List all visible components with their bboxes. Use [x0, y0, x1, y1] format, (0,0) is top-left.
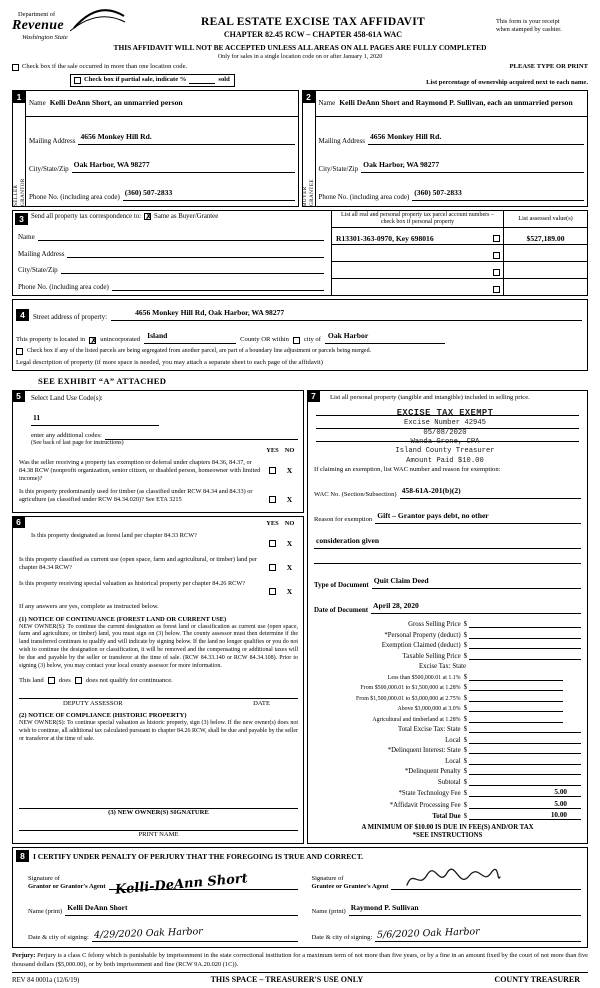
- please-type-note: PLEASE TYPE OR PRINT: [509, 63, 588, 70]
- reason-row-3: [314, 555, 581, 564]
- seller-phone-row: [26, 182, 298, 201]
- subtotal-field[interactable]: [469, 778, 581, 786]
- correspondence-city-field[interactable]: [61, 265, 324, 274]
- seller-phone-field[interactable]: (360) 507-2833: [123, 182, 295, 201]
- notice-continuance-body: NEW OWNER(S): To continue the current designation as forest land or classification as current use (open space, farm and agriculture, or timber) land, you must sign on (3) below. The county assessor must then determine if the land transferred continues to qualify and will indicate by signing below. If the land no longer qualifies or you do not wish to continue the designation or classification, it will be removed and the compensating or additional taxes will be due and payable by the seller or transferor at the time of sale. (RCW 84.33.140 or RCW 84.34.108). Prior to signing (3) below, you may contact your local county assessor for more information.: [19, 623, 298, 669]
- city-of-label: city of: [303, 335, 321, 343]
- grantor-signature-field[interactable]: [109, 864, 298, 899]
- certify-statement: I CERTIFY UNDER PENALTY OF PERJURY THAT THE FOREGOING IS TRUE AND CORRECT.: [33, 851, 364, 861]
- if-yes-note: If any answers are yes, complete as instructed below.: [19, 602, 159, 610]
- dollar-sign: $: [463, 757, 467, 765]
- buyer-mailing-label: Mailing Address: [318, 136, 365, 145]
- dollar-sign: $: [463, 694, 467, 702]
- grantee-signature-field[interactable]: [391, 864, 581, 890]
- parcel-number-value[interactable]: R13301-363-0970, Key 698016: [336, 233, 434, 243]
- parcel-row-3: [332, 262, 587, 279]
- grantee-name-row: [312, 897, 582, 916]
- seller-label: SELLER: [12, 184, 19, 206]
- see-back-note: (See back of last page for instructions): [31, 439, 124, 446]
- seller-name-value[interactable]: Kelli DeAnn Short, an unmarried person: [49, 98, 183, 108]
- grantor-agent-label: Grantor or Grantor's Agent: [28, 882, 106, 890]
- grantor-name-row: [28, 897, 298, 916]
- correspondence-name-field[interactable]: [38, 232, 324, 241]
- section-1-number: 1: [13, 91, 26, 103]
- perjury-statement: [12, 952, 588, 969]
- dollar-sign: $: [463, 813, 467, 821]
- logo-swoosh-icon: [70, 8, 126, 32]
- dollar-sign: $: [463, 736, 467, 744]
- title-block: [130, 8, 496, 39]
- section-5: [12, 390, 304, 513]
- forest-land-question: Is this property designated as forest land per chapter 84.33 RCW? X: [31, 531, 293, 548]
- buyer-name-row: [316, 91, 588, 117]
- see-instructions-note: *SEE INSTRUCTIONS: [412, 832, 483, 840]
- document-type-field[interactable]: Quit Claim Deed: [372, 570, 581, 589]
- grantor-date-row: [28, 923, 298, 942]
- personal-property-checkbox-3[interactable]: [493, 269, 500, 276]
- buyer-city-row: [316, 154, 588, 173]
- seller-city-row: [26, 154, 298, 173]
- notice-compliance-title: (2) NOTICE OF COMPLIANCE (HISTORIC PROPERTY): [19, 712, 187, 720]
- buyer-section: [302, 90, 589, 207]
- no-header: NO: [284, 519, 295, 527]
- seller-mailing-label: Mailing Address: [29, 136, 76, 145]
- section-6: [12, 516, 304, 845]
- parties-row: [12, 90, 588, 207]
- total-due-field[interactable]: 10.00: [469, 811, 581, 820]
- city-field[interactable]: Oak Harbor: [325, 325, 445, 344]
- parcel-row-4: [332, 279, 587, 295]
- grantee-label: GRANTEE: [309, 178, 315, 206]
- treasurer-space-label: THIS SPACE – TREASURER'S USE ONLY: [210, 975, 364, 984]
- parcel-row-2: [332, 245, 587, 262]
- assessed-value-2-field[interactable]: [503, 245, 587, 261]
- forest-no-answer[interactable]: X: [286, 538, 293, 548]
- multi-location-label: Check box if the sale occurred in more than one location code.: [22, 63, 188, 70]
- rate-row-2: From $500,000.01 to $1,500,000 at 1.28% $: [314, 683, 581, 691]
- print-name-label: PRINT NAME: [138, 831, 179, 839]
- excise-state-heading-row: [314, 662, 581, 670]
- logo-revenue-text: Revenue: [12, 18, 64, 33]
- street-address-label: Street address of property:: [33, 312, 108, 321]
- parcel-header: List all real and personal property tax parcel account numbers – check box if personal property: [341, 211, 494, 225]
- dollar-sign: $: [463, 747, 467, 755]
- header: [12, 8, 588, 41]
- parcel-table: [331, 211, 587, 295]
- signature-of-label: Signature of: [28, 874, 60, 882]
- county-field[interactable]: Island: [144, 325, 236, 344]
- exhibit-note: SEE EXHIBIT “A” ATTACHED: [38, 375, 167, 386]
- exemption-note: If claiming an exemption, list WAC number and reason for exemption:: [314, 466, 501, 474]
- perjury-text: Perjury is a class C felony which is punishable by imprisonment in the state correctional institution for a maximum term of not more than five years, or by a fine in an amount fixed by the court of not more than five thousand dollars ($5,000.00), or by both imprisonment and fine (RCW 9A.20.020 (1C)).: [12, 952, 588, 968]
- buyer-name-label: Name: [318, 98, 336, 107]
- county-treasurer-label: COUNTY TREASURER: [494, 975, 580, 984]
- county-or-label: County OR within: [240, 335, 289, 343]
- dor-logo: [12, 8, 130, 41]
- stamp-date: 05/08/2020: [423, 428, 467, 437]
- local-row: Local $: [314, 736, 581, 744]
- state-technology-fee-field[interactable]: 5.00: [469, 788, 581, 797]
- dollar-sign: $: [463, 652, 467, 660]
- delinquent-interest-state-row: *Delinquent Interest: State $: [314, 746, 581, 754]
- city-of-checkbox[interactable]: [293, 337, 300, 344]
- correspondence-city-label: City/State/Zip: [18, 266, 58, 275]
- grantor-date-field[interactable]: 4/29/2020 Oak Harbor: [92, 923, 298, 942]
- no-header: NO: [284, 447, 295, 455]
- legal-description-label: Legal description of property (if more space is needed, you may attach a separate sheet to each page of the affidavit): [16, 359, 323, 366]
- dollar-sign: $: [463, 715, 467, 723]
- correspondence-city-row: [15, 265, 327, 274]
- grantee-date-row: [312, 923, 582, 942]
- logo-dept-text: Department of: [18, 11, 56, 18]
- dollar-sign: $: [463, 631, 467, 639]
- perjury-label: Perjury:: [12, 952, 36, 960]
- personal-property-checkbox-1[interactable]: [493, 235, 500, 242]
- ownership-note: List percentage of ownership acquired next to each name.: [426, 78, 588, 86]
- reason-row: [314, 505, 581, 524]
- same-as-buyer-checkbox[interactable]: ✗: [145, 212, 152, 221]
- dollar-sign: $: [463, 673, 467, 681]
- local-field[interactable]: [469, 736, 581, 744]
- stamp-excise-number: Excise Number 42945: [404, 419, 486, 428]
- document-date-field[interactable]: April 28, 2020: [371, 595, 581, 614]
- current-use-yes-checkbox[interactable]: [269, 564, 276, 571]
- personal-property-deduct-field[interactable]: [469, 631, 581, 639]
- land-use-code-field[interactable]: 11: [31, 407, 159, 426]
- grantee-date-city-label: Date & city of signing:: [311, 934, 373, 942]
- personal-property-checkbox-4[interactable]: [493, 286, 500, 293]
- total-excise-state-row: Total Excise Tax: State $: [314, 725, 581, 733]
- q1-no-answer[interactable]: X: [286, 466, 293, 476]
- seller-mailing-row: [26, 126, 298, 145]
- section-3: [12, 210, 588, 296]
- located-prefix: This property is located in: [16, 335, 86, 343]
- date-label: DATE: [253, 700, 270, 708]
- does-not-checkbox[interactable]: [75, 677, 82, 684]
- signature-of-label: Signature of: [311, 874, 344, 882]
- delinquent-interest-local-row: Local $: [314, 757, 581, 765]
- section-4: [12, 299, 588, 371]
- multi-location-row: [12, 63, 588, 71]
- section-5-yes-no-header: [19, 447, 298, 454]
- this-land-label: This land: [19, 677, 44, 685]
- delinquent-interest-state-field[interactable]: [469, 746, 581, 754]
- correspondence-phone-label: Phone No. (including area code): [18, 282, 109, 291]
- does-not-label: does not qualify for continuance.: [85, 677, 173, 685]
- dollar-sign: $: [463, 790, 467, 798]
- wac-field[interactable]: 458-61A-201(b)(2): [400, 480, 581, 499]
- seller-city-field[interactable]: Oak Harbor, WA 98277: [72, 154, 295, 173]
- total-excise-state-field[interactable]: [469, 725, 581, 733]
- reason-field-3[interactable]: [314, 555, 581, 564]
- section-6-yes-no-header: [19, 520, 298, 527]
- grantee-name-print-label: Name (print): [311, 908, 346, 916]
- form-title: REAL ESTATE EXCISE TAX AFFIDAVIT: [201, 16, 425, 28]
- middle-columns: [12, 390, 588, 844]
- buyer-mailing-row: [316, 126, 588, 145]
- document-date-label: Date of Document: [314, 606, 369, 615]
- does-checkbox[interactable]: [48, 677, 55, 684]
- partial-sale-checkbox[interactable]: [74, 77, 81, 84]
- correspondence-phone-row: [15, 282, 327, 291]
- notice-compliance-body: NEW OWNER(S): To continue special valuation as historic property, sign (3) below. If the new owner(s) does not wish to continue, all additional tax calculated pursuant to chapter 84.26 RCW, shall be due and payable by the seller or transferor at the time of sale.: [19, 720, 298, 742]
- taxable-selling-price-row: Taxable Selling Price $: [314, 652, 581, 660]
- segregated-checkbox[interactable]: [16, 348, 23, 355]
- street-address-field[interactable]: 4656 Monkey Hill Rd, Oak Harbor, WA 98277: [111, 302, 582, 321]
- correspondence-phone-field[interactable]: [112, 282, 324, 291]
- seller-phone-label: Phone No. (including area code): [29, 192, 120, 201]
- notice-continuance-title: (1) NOTICE OF CONTINUANCE (FOREST LAND OR CURRENT USE): [19, 615, 227, 623]
- partial-sale-row: [12, 74, 588, 87]
- correspondence-mailing-row: [15, 249, 327, 258]
- section-6-number: 6: [12, 516, 25, 528]
- buyer-phone-label: Phone No. (including area code): [318, 192, 410, 201]
- buyer-phone-field[interactable]: (360) 507-2833: [412, 182, 584, 201]
- rate-row-4: Above $3,000,000 at 3.0% $: [314, 704, 581, 712]
- segregated-note: Check box if any of the listed parcels are being segregated from another parcel, are part of a boundary line adjustment or parcels being merged.: [27, 347, 372, 354]
- rate-5-field[interactable]: [469, 715, 563, 723]
- document-type-row: [314, 570, 581, 589]
- seller-mailing-field[interactable]: 4656 Monkey Hill Rd.: [78, 126, 294, 145]
- section-8-number: 8: [16, 850, 29, 862]
- deputy-assessor-label: DEPUTY ASSESSOR: [63, 700, 123, 708]
- exemption-claimed-row: Exemption Claimed (deduct) $: [314, 641, 581, 649]
- exemption-deferral-question: Was the seller receiving a property tax exemption or deferral under chapters 84.36, 84.37, or 84.38 RCW (nonprofit organization, senior citizen, or disabled person, homeowner with limited income)? X: [19, 459, 293, 482]
- partial-percent-field[interactable]: [189, 77, 215, 84]
- receipt-note: [496, 8, 588, 34]
- current-use-question: Is this property classified as current use (open space, farm and agricultural, or timber) land per chapter 84.34 RCW? X: [19, 555, 293, 572]
- total-due-row: Total Due $ 10.00: [314, 811, 581, 820]
- personal-property-lines: [316, 403, 579, 465]
- seller-section: [12, 90, 299, 207]
- reason-field[interactable]: Gift – Grantor pays debt, no other: [375, 505, 581, 524]
- reason-field-2[interactable]: consideration given: [314, 530, 581, 549]
- excise-state-label: Excise Tax: State: [419, 663, 466, 671]
- grantor-signature: Kelli-DeAnn Short: [114, 871, 248, 899]
- buyer-city-label: City/State/Zip: [318, 164, 359, 173]
- rev-number: REV 84 0001a (12/6/19): [12, 977, 80, 984]
- multi-location-checkbox[interactable]: [12, 64, 19, 71]
- dollar-sign: $: [463, 684, 467, 692]
- exemption-claimed-field[interactable]: [469, 641, 581, 649]
- section-2-number: 2: [302, 91, 315, 103]
- grantor-signature-block: [28, 864, 298, 942]
- assessed-value-4-field[interactable]: [503, 279, 587, 295]
- wac-row: [314, 480, 581, 499]
- wac-label: WAC No. (Section/Subsection): [314, 491, 397, 499]
- correspondence-mailing-field[interactable]: [67, 249, 324, 258]
- buyer-label: BUYER: [302, 186, 308, 206]
- correspondence-mailing-label: Mailing Address: [18, 249, 65, 258]
- section-7-number: 7: [307, 390, 320, 402]
- q2-no-answer[interactable]: X: [286, 494, 293, 504]
- partial-sale-box: [70, 74, 235, 87]
- subtotal-row: Subtotal $: [314, 778, 581, 786]
- correspondence-name-label: Name: [18, 233, 35, 242]
- logo-state-text: Washington State: [22, 34, 68, 41]
- dollar-sign: $: [463, 768, 467, 776]
- assessed-header: List assessed value(s): [503, 211, 587, 227]
- state-technology-fee-row: *State Technology Fee $ 5.00: [314, 788, 581, 797]
- grantee-signature-block: [312, 864, 582, 942]
- stamp-office: Island County Treasurer: [395, 447, 495, 456]
- new-owner-signature-label: (3) NEW OWNER(S) SIGNATURE: [108, 808, 209, 816]
- grantee-date-field[interactable]: 5/6/2020 Oak Harbor: [375, 923, 581, 942]
- reason-row-2: [314, 530, 581, 549]
- dollar-sign: $: [463, 642, 467, 650]
- buyer-name-value[interactable]: Kelli DeAnn Short and Raymond P. Sullivan, each an unmarried person: [339, 98, 573, 108]
- stamp-name: Wanda Grone, CPA: [410, 437, 480, 446]
- section-7: [307, 390, 588, 844]
- assessed-value-3-field[interactable]: [503, 262, 587, 278]
- delinquent-interest-local-field[interactable]: [469, 757, 581, 765]
- unincorporated-label: unincorporated: [100, 335, 141, 343]
- grantee-agent-label: Grantee or Grantee's Agent: [311, 882, 389, 890]
- yes-header: YES: [266, 447, 279, 455]
- q2-yes-checkbox[interactable]: [269, 496, 276, 503]
- stamp-exempt-line: EXCISE TAX EXEMPT: [396, 407, 494, 418]
- delinquent-penalty-field[interactable]: [469, 767, 581, 775]
- treasurer-stamp: [350, 408, 540, 466]
- land-use-label: Select Land Use Code(s):: [31, 393, 103, 402]
- grantee-signature-scribble: [405, 867, 501, 891]
- dollar-sign: $: [463, 726, 467, 734]
- grantee-name-field[interactable]: Raymond P. Sullivan: [349, 897, 581, 916]
- parcel-row-1: [332, 228, 587, 245]
- buyer-city-field[interactable]: Oak Harbor, WA 98277: [361, 154, 584, 173]
- same-as-buyer-label: Same as Buyer/Grantee: [154, 212, 219, 220]
- delinquent-penalty-row: *Delinquent Penalty $: [314, 767, 581, 775]
- additional-codes-field[interactable]: [105, 431, 298, 440]
- reason-label: Reason for exemption: [314, 516, 373, 524]
- buyer-strip: [303, 91, 316, 206]
- continuance-line: [19, 677, 298, 684]
- personal-property-deduct-row: *Personal Property (deduct) $: [314, 631, 581, 639]
- section-4-number: 4: [16, 309, 29, 321]
- forest-yes-checkbox[interactable]: [269, 540, 276, 547]
- historic-yes-checkbox[interactable]: [269, 588, 276, 595]
- section-3-number: 3: [15, 213, 28, 225]
- affidavit-processing-fee-row: *Affidavit Processing Fee $ 5.00: [314, 800, 581, 809]
- grantor-name-field[interactable]: Kelli DeAnn Short: [65, 897, 297, 916]
- dollar-sign: $: [463, 705, 467, 713]
- form-subtitle: CHAPTER 82.45 RCW – CHAPTER 458-61A WAC: [223, 30, 403, 39]
- single-location-note: Only for sales in a single location code on or after January 1, 2020: [217, 53, 383, 60]
- warning-banner: THIS AFFIDAVIT WILL NOT BE ACCEPTED UNLESS ALL AREAS ON ALL PAGES ARE FULLY COMPLETED: [113, 43, 487, 52]
- historic-no-answer[interactable]: X: [286, 586, 293, 596]
- additional-codes-label: enter any additional codes:: [31, 432, 102, 439]
- seller-name-label: Name: [29, 98, 46, 107]
- grantor-date-city-label: Date & city of signing:: [28, 934, 89, 942]
- does-label: does: [58, 677, 71, 685]
- q1-yes-checkbox[interactable]: [269, 467, 276, 474]
- section-8: [12, 847, 588, 948]
- seller-strip: [13, 91, 26, 206]
- stamp-amount: Amount Paid $10.00: [406, 456, 484, 465]
- timber-agriculture-question: Is this property predominantly used for timber (as classified under RCW 84.34 and 84.33) or agriculture (as classified under RCW 84.34.020)? See ETA 3215 X: [19, 487, 293, 504]
- rate-row-3: From $1,500,000.01 to $3,000,000 at 2.75% $: [314, 694, 581, 702]
- grantor-label: GRANTOR: [19, 178, 26, 206]
- send-correspondence-label: Send all property tax correspondence to:: [31, 212, 142, 220]
- personal-property-checkbox-2[interactable]: [493, 252, 500, 259]
- correspondence-name-row: [15, 232, 327, 241]
- rate-4-field[interactable]: [469, 704, 563, 712]
- assessed-value-1[interactable]: $527,189.00: [526, 233, 565, 243]
- dollar-sign: $: [463, 621, 467, 629]
- receipt-note-line2: when stamped by cashier.: [496, 26, 562, 33]
- rate-row-1: Less than $500,000.01 at 1.1% $: [314, 673, 581, 681]
- seller-city-label: City/State/Zip: [29, 164, 69, 173]
- buyer-mailing-field[interactable]: 4656 Monkey Hill Rd.: [368, 126, 584, 145]
- section-5-number: 5: [12, 390, 25, 402]
- buyer-phone-row: [316, 182, 588, 201]
- historic-property-question: Is this property receiving special valuation as historical property per chapter 84.26 RCW? X: [19, 579, 293, 596]
- minimum-due-note: A MINIMUM OF $10.00 IS DUE IN FEE(S) AND/OR TAX: [361, 824, 534, 832]
- rate-2-field[interactable]: [469, 683, 563, 691]
- rate-3-field[interactable]: [469, 694, 563, 702]
- receipt-note-line1: This form is your receipt: [496, 18, 560, 25]
- current-use-no-answer[interactable]: X: [286, 562, 293, 572]
- dollar-sign: $: [463, 778, 467, 786]
- grantor-name-print-label: Name (print): [28, 908, 63, 916]
- partial-sale-label: Check box if partial sale, indicate %: [84, 75, 187, 83]
- rate-1-field[interactable]: [469, 673, 563, 681]
- gross-selling-price-row: Gross Selling Price $: [314, 620, 581, 628]
- document-type-label: Type of Document: [314, 581, 369, 590]
- dollar-sign: $: [463, 801, 467, 809]
- gross-selling-price-field[interactable]: [469, 620, 581, 628]
- partial-sold-label: sold: [218, 75, 230, 83]
- personal-property-label: List all personal property (tangible and intangible) included in selling price.: [330, 393, 530, 401]
- page-footer: [12, 972, 588, 984]
- rate-row-5: Agricultural and timberland at 1.28% $: [314, 715, 581, 723]
- document-date-row: [314, 595, 581, 614]
- unincorporated-checkbox[interactable]: ✗: [90, 336, 97, 345]
- affidavit-processing-fee-field[interactable]: 5.00: [469, 800, 581, 809]
- yes-header: YES: [266, 519, 279, 527]
- taxable-selling-price-field[interactable]: [469, 652, 581, 660]
- seller-name-row: [26, 91, 298, 117]
